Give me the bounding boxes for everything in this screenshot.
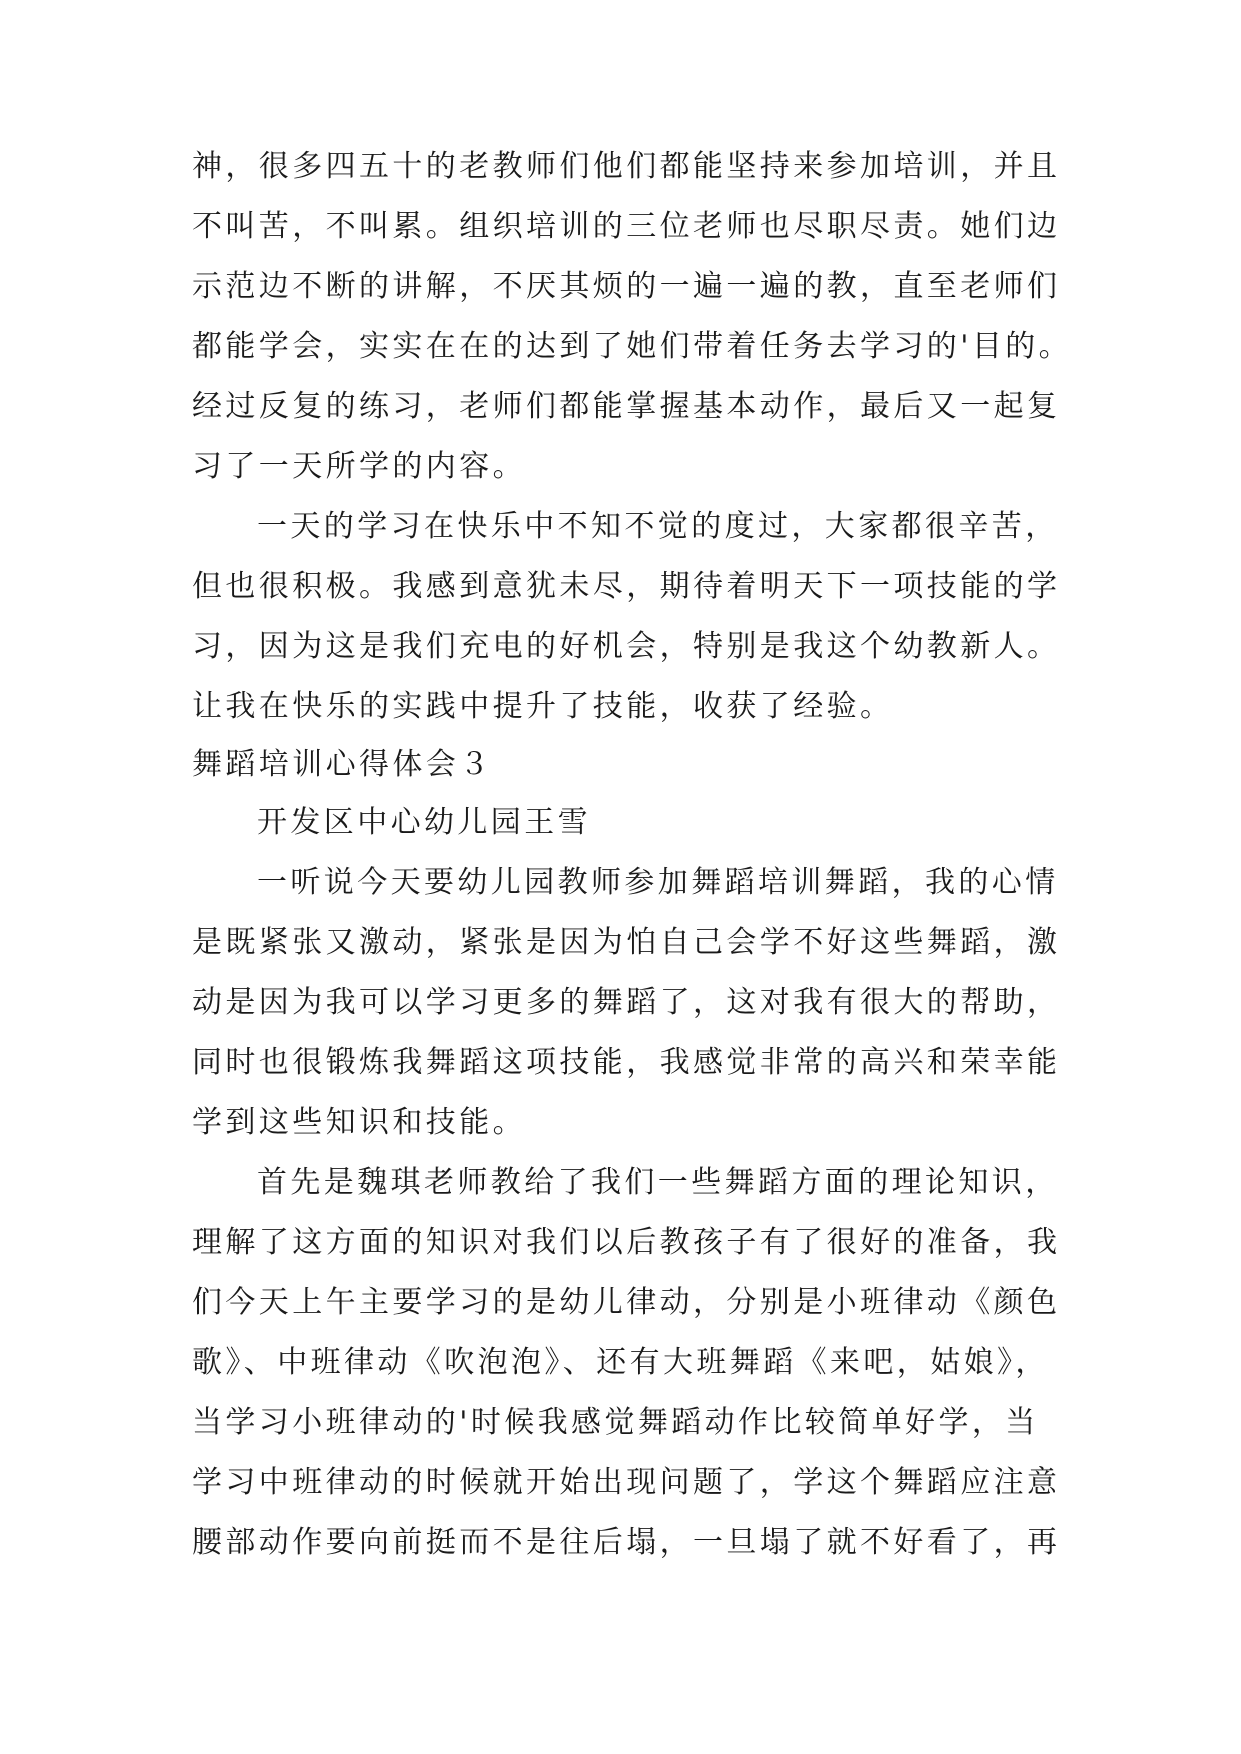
text-line: 歌》、中班律动《吹泡泡》、还有大班舞蹈《来吧，姑娘》， — [192, 1345, 1049, 1380]
paragraph-start-line: 一天的学习在快乐中不知不觉的度过，大家都很辛苦， — [257, 509, 1059, 544]
text-line: 们今天上午主要学习的是幼儿律动，分别是小班律动《颜色 — [192, 1285, 1061, 1320]
text-line: 学到这些知识和技能。 — [192, 1105, 526, 1140]
text-line: 但也很积极。我感到意犹未尽，期待着明天下一项技能的学 — [192, 569, 1061, 604]
text-line: 是既紧张又激动，紧张是因为怕自己会学不好这些舞蹈，激 — [192, 925, 1061, 960]
paragraph-start-line: 首先是魏琪老师教给了我们一些舞蹈方面的理论知识， — [257, 1165, 1059, 1200]
text-line: 神，很多四五十的老教师们他们都能坚持来参加培训，并且 — [192, 149, 1061, 184]
text-line: 习，因为这是我们充电的好机会，特别是我这个幼教新人。 — [192, 629, 1061, 664]
text-line: 当学习小班律动的'时候我感觉舞蹈动作比较简单好学，当 — [192, 1405, 1039, 1440]
text-line: 腰部动作要向前挺而不是往后塌，一旦塌了就不好看了，再 — [192, 1525, 1061, 1560]
text-line: 经过反复的练习，老师们都能掌握基本动作，最后又一起复 — [192, 389, 1061, 424]
section-title: 舞蹈培训心得体会３ — [192, 747, 493, 782]
text-line: 学习中班律动的时候就开始出现问题了，学这个舞蹈应注意 — [192, 1465, 1061, 1500]
text-line: 都能学会，实实在在的达到了她们带着任务去学习的'目的。 — [192, 329, 1073, 364]
text-line: 让我在快乐的实践中提升了技能，收获了经验。 — [192, 689, 894, 724]
text-line: 示范边不断的讲解，不厌其烦的一遍一遍的教，直至老师们 — [192, 269, 1061, 304]
text-line: 不叫苦，不叫累。组织培训的三位老师也尽职尽责。她们边 — [192, 209, 1061, 244]
text-line: 理解了这方面的知识对我们以后教孩子有了很好的准备，我 — [192, 1225, 1061, 1260]
text-line: 动是因为我可以学习更多的舞蹈了，这对我有很大的帮助， — [192, 985, 1061, 1020]
text-line: 习了一天所学的内容。 — [192, 449, 526, 484]
paragraph-start-line: 一听说今天要幼儿园教师参加舞蹈培训舞蹈，我的心情 — [257, 865, 1059, 900]
author-line: 开发区中心幼儿园王雪 — [257, 805, 591, 840]
text-line: 同时也很锻炼我舞蹈这项技能，我感觉非常的高兴和荣幸能 — [192, 1045, 1061, 1080]
